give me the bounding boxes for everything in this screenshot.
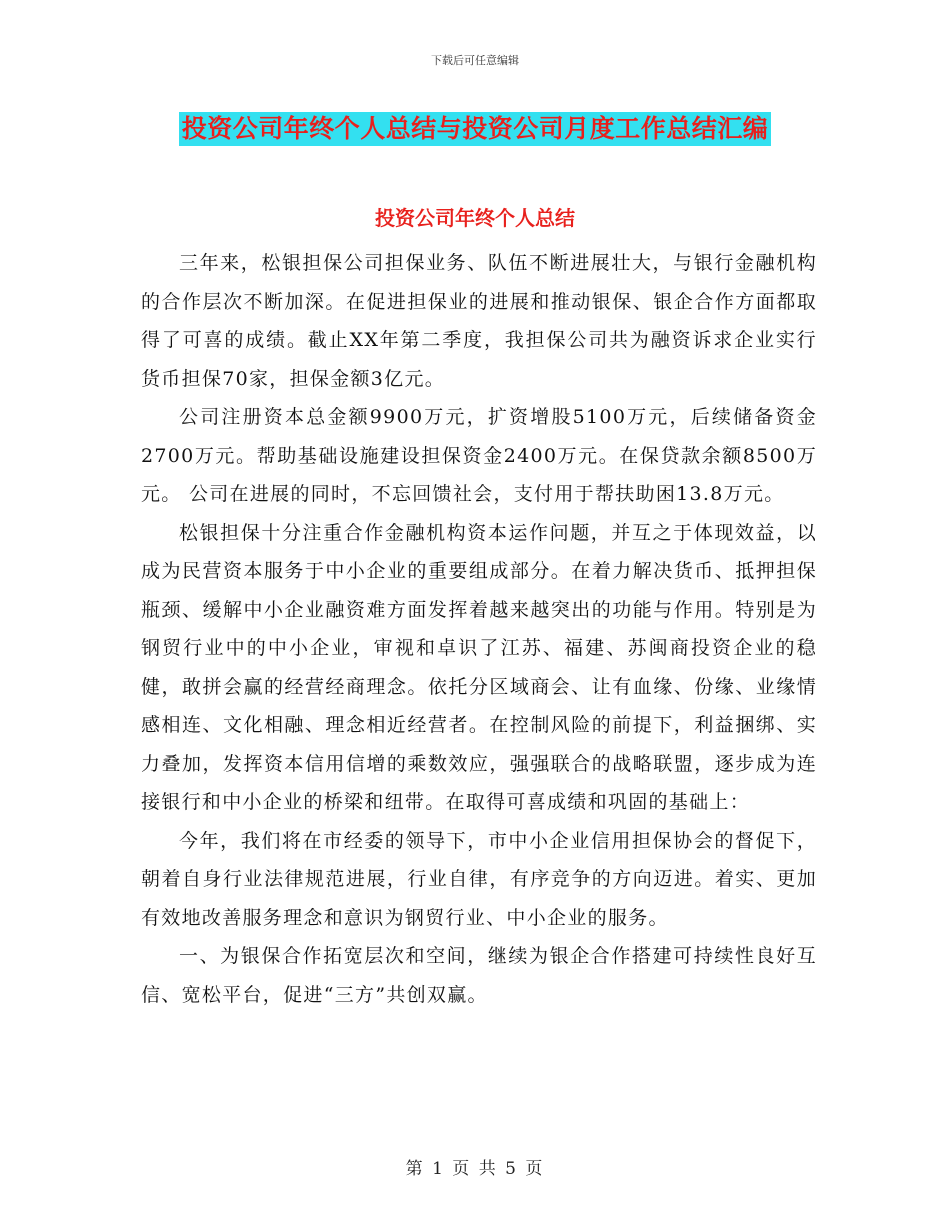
- page-number-footer: 第 1 页 共 5 页: [405, 1159, 545, 1179]
- paragraph: 松银担保十分注重合作金融机构资本运作问题，并互之于体现效益，以成为民营资本服务于中小企业的重要组成部分。在着力解决货币、抵押担保瓶颈、缓解中小企业融资难方面发挥着越来越突出的功能与作用。特别是为钢贸行业中的中小企业，审视和卓识了江苏、福建、苏闽商投资企业的稳健，敢拼会赢的经营经商理念。依托分区域商会、让有血缘、份缘、业缘情感相连、文化相融、理念相近经营者。在控制风险的前提下，利益捆绑、实力叠加，发挥资本信用信增的乘数效应，强强联合的战略联盟，逐步成为连接银行和中小企业的桥梁和纽带。在取得可喜成绩和巩固的基础上：: [141, 521, 817, 813]
- body-text: [141, 244, 817, 1014]
- paragraph: 公司注册资本总金额9900万元，扩资增股5100万元，后续储备资金2700万元。帮助基础设施建设担保资金2400万元。在保贷款余额8500万元。 公司在进展的同时，不忘回馈社会，支付用于帮扶助困13.8万元。: [141, 406, 817, 505]
- header-note: 下载后可任意编辑: [431, 54, 519, 67]
- section-title: 投资公司年终个人总结: [375, 206, 575, 230]
- document-title: [0, 112, 950, 146]
- paragraph: 三年来，松银担保公司担保业务、队伍不断进展壮大，与银行金融机构的合作层次不断加深。在促进担保业的进展和推动银保、银企合作方面都取得了可喜的成绩。截止XX年第二季度，我担保公司共为融资诉求企业实行货币担保70家，担保金额3亿元。: [141, 252, 817, 390]
- paragraph: 一、为银保合作拓宽层次和空间，继续为银企合作搭建可持续性良好互信、宽松平台，促进“三方”共创双赢。: [141, 945, 817, 1006]
- document-title-text: 投资公司年终个人总结与投资公司月度工作总结汇编: [179, 112, 772, 146]
- paragraph: 今年，我们将在市经委的领导下，市中小企业信用担保协会的督促下，朝着自身行业法律规范进展，行业自律，有序竞争的方向迈进。着实、更加有效地改善服务理念和意识为钢贸行业、中小企业的服务。: [141, 829, 817, 929]
